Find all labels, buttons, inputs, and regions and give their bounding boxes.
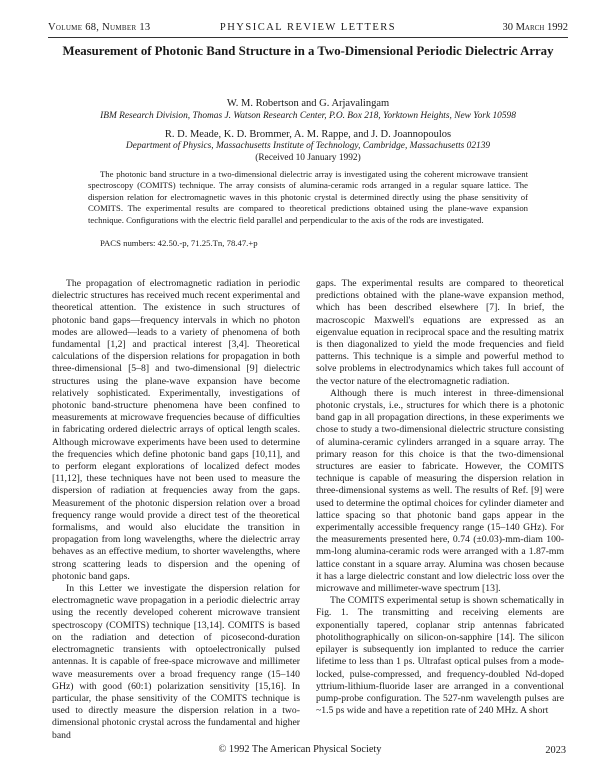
- issue-date: 30 March 1992: [502, 22, 568, 33]
- running-header: [48, 22, 568, 36]
- body-column-right: [316, 278, 564, 717]
- body-paragraph: The COMITS experimental setup is shown schematically in Fig. 1. The transmitting and receiving elements are exponentially tapered, coplanar strip antennas fabricated photolithographically on silicon-on-sapphire [14]. The silicon epilayer is subsequently ion implanted to reduce the carrier lifetime to less than 1 ps. Ultrafast optical pulses from a mode-locked, pulse-compressed, and frequency-doubled Nd-doped yttrium-lithium-fluoride laser are arranged in a conventional pump-probe configuration. The 527-nm wavelength pulses are ~1.5 ps wide and have a repetition rate of 240 MHz. A short: [316, 595, 564, 717]
- received-date: (Received 10 January 1992): [255, 153, 361, 163]
- body-column-left: [52, 278, 300, 742]
- authors-group-1: W. M. Robertson and G. Arjavalingam: [226, 98, 390, 109]
- abstract: The photonic band structure in a two-dimensional dielectric array is investigated using the coherent microwave transient spectroscopy (COMITS) technique. The array consists of alumina-ceramic rods arranged in a regular square lattice. The dispersion relation for electromagnetic waves in this photonic crystal is determined directly using the phase sensitivity of COMITS. The experimental results are compared to theoretical predictions obtained using the plane-wave expansion technique. Configurations with the electric field parallel and perpendicular to the axis of the rods are investigated.: [88, 169, 528, 225]
- header-rule: [48, 37, 568, 38]
- body-paragraph-continued: gaps. The experimental results are compared to theoretical predictions obtained with the plane-wave expansion method, which has been described elsewhere [7]. In brief, the macroscopic Maxwell's equations are expressed as an eigenvalue equation in reciprocal space and the resulting matrix is then diagonalized to yield the mode frequencies and field patterns. This technique is a simple and powerful method to solve problems in electrodynamics which takes full account of the vector nature of the electromagnetic radiation.: [316, 278, 564, 387]
- body-paragraph: Although there is much interest in three-dimensional photonic crystals, i.e., structures for which there is a photonic band gap in all propagation directions, in these experiments we chose to study a two-dimensional dielectric structure consisting of alumina-ceramic cylinders arranged in a square array. The primary reason for this choice is that the two-dimensional structures are easier to fabricate. However, the COMITS technique is capable of measuring the dispersion relation in three-dimensional systems as well. The results of Ref. [9] were used to determine the optimal choices for cylinder diameter and lattice spacing so that photonic band gaps appear in the experimentally accessible frequency range (15–140 GHz). For the measurements presented here, 0.74 (±0.03)-mm-diam 100-mm-long alumina-ceramic rods were arranged with a 1.87-mm lattice constant in a square array. Alumina was chosen because it has a large dielectric constant and low dielectric loss over the microwave and millimeter-wave spectrum [13].: [316, 387, 564, 595]
- affiliation-1: IBM Research Division, Thomas J. Watson Research Center, P.O. Box 218, Yorktown Heights, New York 10598: [100, 111, 516, 121]
- affiliation-2: Department of Physics, Massachusetts Institute of Technology, Cambridge, Massachusetts 02139: [125, 141, 491, 151]
- authors-group-2: R. D. Meade, K. D. Brommer, A. M. Rappe, and J. D. Joannopoulos: [164, 129, 452, 140]
- page-number: 2023: [545, 745, 566, 756]
- body-paragraph: The propagation of electromagnetic radiation in periodic dielectric structures has received much recent experimental and theoretical attention. The existence in such structures of photonic band gaps—frequency intervals in which no photon modes are allowed—leads to a variety of phenomena of both fundamental [1,2] and practical interest [3,4]. Theoretical calculations of the dispersion relations for propagation in both three-dimensional [5–8] and two-dimensional [9] dielectric structures using the plane-wave expansion have become relatively sophisticated. Experimentally, investigations of photonic band-structure phenomena have been confined to measurements at microwave frequencies because of difficulties in fabricating ordered dielectric arrays of optical length scales. Although microwave experiments have been used to determine the frequencies which define photonic band gaps [10,11], and to perform elegant explorations of localized defect modes [11,12], these techniques have not been used to measure the dispersion of radiation at frequencies away from the gaps. Measurement of the photonic dispersion relation over a broad frequency range would provide a direct test of the theoretical formalisms, and would also elucidate the transition in propagation from long wavelengths, where the dielectric array behaves as an effective medium, to shorter wavelengths, where strong scattering leads to dispersion and the opening of photonic band gaps.: [52, 278, 300, 582]
- journal-name: PHYSICAL REVIEW LETTERS: [219, 22, 397, 33]
- volume-number: Volume 68, Number 13: [48, 22, 151, 33]
- pacs-numbers: PACS numbers: 42.50.-p, 71.25.Tn, 78.47.+p: [100, 238, 258, 248]
- body-paragraph: In this Letter we investigate the dispersion relation for electromagnetic wave propagation in a periodic dielectric array using the recently developed coherent microwave transient spectroscopy (COMITS) technique [13,14]. COMITS is based on the radiation and detection of picosecond-duration electromagnetic transients with optoelectronically pulsed antennas. It is capable of free-space microwave and millimeter wave measurements over a broad frequency range (15–140 GHz) with good (60:1) polarization sensitivity [15,16]. In particular, the phase sensitivity of the COMITS technique is used to directly measure the dispersion relation in a two-dimensional photonic crystal across the fundamental and higher band: [52, 583, 300, 741]
- article-title: Measurement of Photonic Band Structure in a Two-Dimensional Periodic Dielectric Array: [62, 44, 554, 58]
- copyright-notice: © 1992 The American Physical Society: [218, 744, 382, 755]
